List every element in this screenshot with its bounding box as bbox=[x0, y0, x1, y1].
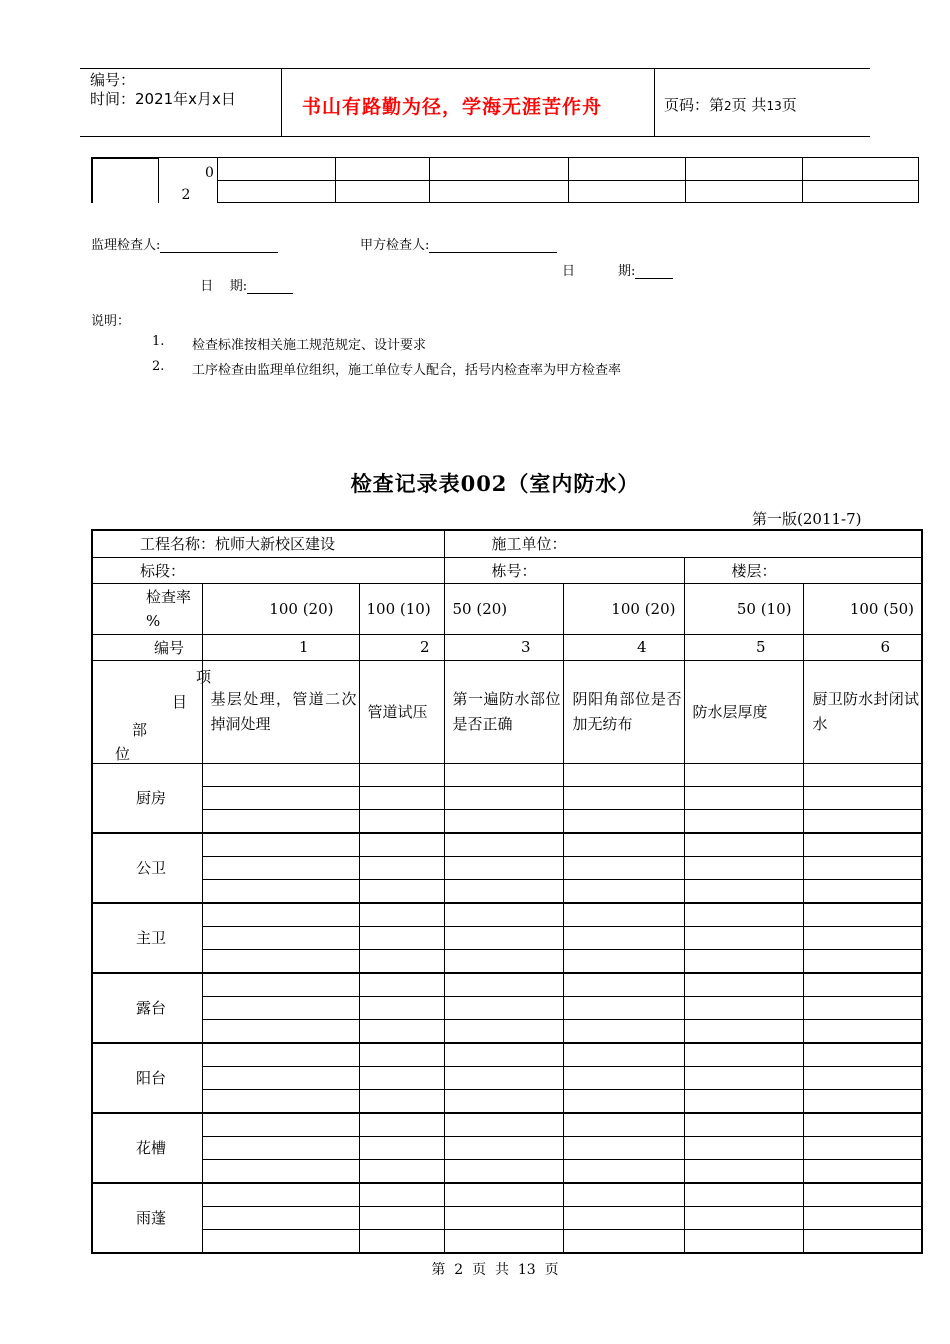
data-cell[interactable] bbox=[202, 1089, 359, 1113]
data-cell[interactable] bbox=[444, 833, 563, 857]
rate-value: 50 (10) bbox=[736, 599, 792, 618]
building-cell bbox=[444, 557, 684, 583]
data-cell[interactable] bbox=[684, 1159, 803, 1183]
location-row bbox=[92, 833, 922, 857]
supervisor-blank bbox=[160, 238, 278, 253]
location-label: 露台 bbox=[136, 999, 167, 1017]
location-row bbox=[92, 1183, 922, 1207]
top-table-cell bbox=[159, 158, 218, 181]
data-cell[interactable] bbox=[803, 926, 922, 949]
data-cell[interactable] bbox=[444, 879, 563, 903]
data-cell[interactable] bbox=[444, 809, 563, 833]
note-item-2 bbox=[152, 359, 622, 378]
location-row bbox=[92, 1136, 922, 1159]
location-cell bbox=[92, 1043, 202, 1113]
header-divider-2 bbox=[654, 68, 655, 136]
data-cell[interactable] bbox=[359, 926, 444, 949]
item-label: 基层处理，管道二次掉洞处理 bbox=[210, 689, 357, 733]
location-label: 阳台 bbox=[136, 1069, 167, 1087]
row-items bbox=[92, 660, 922, 763]
data-cell[interactable] bbox=[202, 996, 359, 1019]
top-table-cell bbox=[429, 158, 569, 181]
header-number-label: 编号： bbox=[90, 71, 136, 89]
top-table-cell bbox=[335, 181, 429, 203]
data-cell[interactable] bbox=[563, 786, 684, 809]
data-cell[interactable] bbox=[803, 1136, 922, 1159]
data-cell[interactable] bbox=[359, 1066, 444, 1089]
owner-signature bbox=[360, 234, 557, 253]
page-mid: 页 共 bbox=[731, 96, 767, 114]
data-cell[interactable] bbox=[359, 786, 444, 809]
number-value: 1 bbox=[298, 638, 309, 656]
data-cell[interactable] bbox=[202, 856, 359, 879]
rate-cell bbox=[684, 583, 803, 634]
data-cell[interactable] bbox=[563, 1183, 684, 1207]
location-row bbox=[92, 763, 922, 786]
rate-label-2: % bbox=[146, 611, 161, 630]
rate-cell bbox=[563, 583, 684, 634]
location-row bbox=[92, 996, 922, 1019]
data-cell[interactable] bbox=[202, 1206, 359, 1229]
data-cell[interactable] bbox=[563, 973, 684, 997]
top-digit-0: 0 bbox=[205, 164, 214, 181]
note-num: 2. bbox=[152, 359, 165, 374]
top-table-cell bbox=[686, 158, 803, 181]
top-table-cell bbox=[217, 181, 335, 203]
contractor-cell bbox=[444, 530, 922, 557]
data-cell[interactable] bbox=[359, 809, 444, 833]
data-cell[interactable] bbox=[444, 1229, 563, 1253]
rate-value: 100 (10) bbox=[366, 599, 431, 618]
top-partial-table bbox=[91, 157, 919, 203]
data-cell[interactable] bbox=[803, 879, 922, 903]
data-cell[interactable] bbox=[563, 926, 684, 949]
header-bottom-border bbox=[80, 136, 870, 137]
data-cell[interactable] bbox=[803, 996, 922, 1019]
location-row bbox=[92, 1159, 922, 1183]
owner-date-blank bbox=[635, 264, 673, 279]
number-value: 5 bbox=[755, 638, 766, 656]
location-cell bbox=[92, 903, 202, 973]
number-value: 4 bbox=[636, 638, 647, 656]
data-cell[interactable] bbox=[202, 1043, 359, 1067]
data-cell[interactable] bbox=[563, 809, 684, 833]
data-cell[interactable] bbox=[684, 786, 803, 809]
data-cell[interactable] bbox=[359, 879, 444, 903]
data-cell[interactable] bbox=[803, 1066, 922, 1089]
top-digit-2: 2 bbox=[181, 186, 191, 203]
inspection-table bbox=[91, 529, 923, 1254]
location-label: 公卫 bbox=[136, 859, 167, 877]
item-label: 厨卫防水封闭试水 bbox=[812, 689, 920, 733]
data-cell[interactable] bbox=[359, 1043, 444, 1067]
data-cell[interactable] bbox=[803, 1229, 922, 1253]
top-table-grid bbox=[158, 157, 919, 203]
data-cell[interactable] bbox=[202, 973, 359, 997]
data-cell[interactable] bbox=[359, 1113, 444, 1137]
data-cell[interactable] bbox=[359, 1183, 444, 1207]
location-cell bbox=[92, 1113, 202, 1183]
number-cell bbox=[803, 634, 922, 660]
owner-label: 甲方检查人: bbox=[360, 238, 430, 253]
data-cell[interactable] bbox=[359, 1089, 444, 1113]
row-rate bbox=[92, 583, 922, 634]
row-project bbox=[92, 530, 922, 557]
location-row bbox=[92, 879, 922, 903]
data-cell[interactable] bbox=[202, 903, 359, 927]
data-cell[interactable] bbox=[684, 1089, 803, 1113]
data-cell[interactable] bbox=[563, 856, 684, 879]
section-label: 标段： bbox=[140, 561, 186, 580]
note-text: 检查标准按相关施工规范规定、设计要求 bbox=[192, 338, 427, 353]
data-cell[interactable] bbox=[202, 1019, 359, 1043]
rate-cell bbox=[359, 583, 444, 634]
data-cell[interactable] bbox=[444, 1066, 563, 1089]
data-cell[interactable] bbox=[684, 1066, 803, 1089]
supervisor-signature bbox=[91, 234, 278, 253]
data-cell[interactable] bbox=[684, 949, 803, 973]
data-cell[interactable] bbox=[563, 1113, 684, 1137]
supervisor-label: 监理检查人: bbox=[91, 238, 161, 253]
rate-label-1: 检查率 bbox=[146, 587, 192, 606]
top-table-left-thick bbox=[91, 157, 93, 203]
top-table-cell bbox=[686, 181, 803, 203]
location-label: 主卫 bbox=[136, 929, 167, 947]
form-title: 检查记录表002（室内防水） bbox=[350, 471, 640, 496]
rate-value: 100 (20) bbox=[269, 599, 334, 618]
data-cell[interactable] bbox=[803, 809, 922, 833]
data-cell[interactable] bbox=[684, 903, 803, 927]
data-cell[interactable] bbox=[359, 833, 444, 857]
data-cell[interactable] bbox=[359, 1019, 444, 1043]
data-cell[interactable] bbox=[202, 879, 359, 903]
data-cell[interactable] bbox=[684, 1183, 803, 1207]
location-row bbox=[92, 926, 922, 949]
supervisor-date-blank bbox=[247, 279, 293, 294]
number-cell bbox=[202, 634, 359, 660]
location-row bbox=[92, 973, 922, 997]
section-cell bbox=[92, 557, 444, 583]
header-page-info bbox=[664, 94, 797, 115]
data-cell[interactable] bbox=[444, 903, 563, 927]
project-cell bbox=[92, 530, 444, 557]
data-cell[interactable] bbox=[359, 856, 444, 879]
data-cell[interactable] bbox=[444, 1019, 563, 1043]
data-cell[interactable] bbox=[563, 879, 684, 903]
data-cell[interactable] bbox=[202, 1183, 359, 1207]
data-cell[interactable] bbox=[359, 1206, 444, 1229]
location-row bbox=[92, 1066, 922, 1089]
header-top-border bbox=[80, 68, 870, 69]
data-cell[interactable] bbox=[563, 1206, 684, 1229]
location-label: 厨房 bbox=[136, 789, 167, 807]
data-cell[interactable] bbox=[803, 833, 922, 857]
top-table-cell bbox=[569, 158, 686, 181]
owner-date-label: 期: bbox=[618, 264, 636, 279]
item-header bbox=[684, 660, 803, 763]
data-cell[interactable] bbox=[563, 903, 684, 927]
data-cell[interactable] bbox=[684, 973, 803, 997]
page-footer: 第 2 页 共 13 页 bbox=[431, 1262, 559, 1278]
location-row bbox=[92, 809, 922, 833]
data-cell[interactable] bbox=[359, 973, 444, 997]
data-cell[interactable] bbox=[444, 763, 563, 786]
rate-cell bbox=[803, 583, 922, 634]
page-prefix: 页码：第 bbox=[664, 96, 725, 114]
item-label: 管道试压 bbox=[367, 703, 428, 721]
data-cell[interactable] bbox=[202, 1159, 359, 1183]
data-cell[interactable] bbox=[684, 809, 803, 833]
data-cell[interactable] bbox=[803, 1206, 922, 1229]
data-cell[interactable] bbox=[563, 1089, 684, 1113]
data-cell[interactable] bbox=[563, 763, 684, 786]
data-cell[interactable] bbox=[803, 763, 922, 786]
data-cell[interactable] bbox=[444, 786, 563, 809]
owner-date-a: 日 bbox=[562, 264, 576, 279]
data-cell[interactable] bbox=[684, 1043, 803, 1067]
top-table-cell bbox=[335, 158, 429, 181]
data-cell[interactable] bbox=[563, 949, 684, 973]
data-cell[interactable] bbox=[563, 1019, 684, 1043]
number-value: 2 bbox=[419, 638, 430, 656]
location-row bbox=[92, 786, 922, 809]
row-section bbox=[92, 557, 922, 583]
data-cell[interactable] bbox=[202, 926, 359, 949]
data-cell[interactable] bbox=[359, 1136, 444, 1159]
data-cell[interactable] bbox=[803, 1159, 922, 1183]
supervisor-date-label: 日 期: bbox=[200, 279, 248, 294]
data-cell[interactable] bbox=[359, 1229, 444, 1253]
data-cell[interactable] bbox=[202, 1136, 359, 1159]
data-cell[interactable] bbox=[202, 1066, 359, 1089]
location-cell bbox=[92, 1183, 202, 1253]
data-cell[interactable] bbox=[359, 949, 444, 973]
location-cell bbox=[92, 973, 202, 1043]
data-cell[interactable] bbox=[444, 1206, 563, 1229]
top-table-cell bbox=[217, 158, 335, 181]
data-cell[interactable] bbox=[202, 1113, 359, 1137]
location-cell bbox=[92, 833, 202, 903]
rate-value: 100 (50) bbox=[849, 599, 915, 618]
header-time-label: 时间：2021年x月x日 bbox=[90, 90, 236, 108]
data-cell[interactable] bbox=[202, 809, 359, 833]
top-table-cell bbox=[803, 181, 919, 203]
data-cell[interactable] bbox=[803, 1043, 922, 1067]
data-cell[interactable] bbox=[444, 949, 563, 973]
floor-cell bbox=[684, 557, 922, 583]
item-label: 阴阳角部位是否加无纺布 bbox=[572, 689, 682, 733]
project-label: 工程名称：杭师大新校区建设 bbox=[140, 535, 336, 554]
data-cell[interactable] bbox=[444, 1159, 563, 1183]
owner-date bbox=[618, 260, 673, 279]
item-header bbox=[803, 660, 922, 763]
location-row bbox=[92, 903, 922, 927]
data-cell[interactable] bbox=[359, 903, 444, 927]
data-cell[interactable] bbox=[563, 1229, 684, 1253]
data-cell[interactable] bbox=[803, 949, 922, 973]
corner-mu: 目 bbox=[172, 692, 188, 711]
floor-label: 楼层： bbox=[731, 561, 777, 580]
data-cell[interactable] bbox=[684, 926, 803, 949]
data-cell[interactable] bbox=[684, 856, 803, 879]
data-cell[interactable] bbox=[202, 763, 359, 786]
location-label: 花槽 bbox=[136, 1139, 167, 1157]
corner-cell bbox=[92, 660, 212, 763]
location-row bbox=[92, 1089, 922, 1113]
data-cell[interactable] bbox=[803, 1113, 922, 1137]
page-num: 2 bbox=[724, 99, 732, 113]
location-row bbox=[92, 1043, 922, 1067]
number-cell bbox=[444, 634, 563, 660]
top-table-cell bbox=[803, 158, 919, 181]
header-divider-1 bbox=[281, 68, 282, 136]
corner-wei: 位 bbox=[115, 744, 131, 763]
data-cell[interactable] bbox=[563, 833, 684, 857]
data-cell[interactable] bbox=[359, 763, 444, 786]
data-cell[interactable] bbox=[444, 1183, 563, 1207]
note-item-1 bbox=[152, 334, 427, 353]
data-cell[interactable] bbox=[444, 1136, 563, 1159]
location-label: 雨蓬 bbox=[136, 1209, 167, 1227]
data-cell[interactable] bbox=[444, 926, 563, 949]
form-version: 第一版(2011-7) bbox=[752, 510, 862, 528]
supervisor-date bbox=[192, 260, 293, 294]
data-cell[interactable] bbox=[444, 1043, 563, 1067]
data-cell[interactable] bbox=[359, 996, 444, 1019]
location-row bbox=[92, 1113, 922, 1137]
item-header bbox=[202, 660, 359, 763]
location-row bbox=[92, 949, 922, 973]
number-cell bbox=[684, 634, 803, 660]
page-suffix: 页 bbox=[781, 96, 797, 114]
corner-xiang: 项 bbox=[196, 667, 212, 686]
data-cell[interactable] bbox=[684, 833, 803, 857]
top-table-cell bbox=[569, 181, 686, 203]
data-cell[interactable] bbox=[803, 1019, 922, 1043]
number-value: 3 bbox=[520, 638, 531, 656]
data-cell[interactable] bbox=[563, 1159, 684, 1183]
location-row bbox=[92, 1229, 922, 1253]
data-cell[interactable] bbox=[803, 786, 922, 809]
rate-value: 50 (20) bbox=[452, 599, 508, 618]
data-cell[interactable] bbox=[684, 1113, 803, 1137]
rate-cell bbox=[444, 583, 563, 634]
data-cell[interactable] bbox=[684, 1206, 803, 1229]
data-cell[interactable] bbox=[803, 1183, 922, 1207]
data-cell[interactable] bbox=[803, 903, 922, 927]
number-cell bbox=[563, 634, 684, 660]
location-row bbox=[92, 1019, 922, 1043]
number-cell bbox=[359, 634, 444, 660]
data-cell[interactable] bbox=[684, 1019, 803, 1043]
data-cell[interactable] bbox=[684, 1136, 803, 1159]
data-cell[interactable] bbox=[202, 1229, 359, 1253]
data-cell[interactable] bbox=[803, 856, 922, 879]
note-text: 工序检查由监理单位组织，施工单位专人配合，括号内检查率为甲方检查率 bbox=[192, 363, 622, 378]
number-value: 6 bbox=[880, 638, 891, 656]
building-label: 栋号： bbox=[491, 561, 537, 580]
top-table-cell bbox=[159, 181, 218, 203]
page-total: 13 bbox=[766, 99, 782, 113]
note-num: 1. bbox=[152, 334, 165, 349]
item-header bbox=[359, 660, 444, 763]
data-cell[interactable] bbox=[684, 996, 803, 1019]
data-cell[interactable] bbox=[563, 1066, 684, 1089]
location-row bbox=[92, 856, 922, 879]
data-cell[interactable] bbox=[563, 996, 684, 1019]
item-label: 防水层厚度 bbox=[692, 703, 768, 721]
data-cell[interactable] bbox=[444, 973, 563, 997]
number-label: 编号 bbox=[154, 638, 185, 657]
data-cell[interactable] bbox=[803, 1089, 922, 1113]
row-number bbox=[92, 634, 922, 660]
rate-value: 100 (20) bbox=[611, 599, 676, 618]
data-cell[interactable] bbox=[202, 786, 359, 809]
data-cell[interactable] bbox=[359, 1159, 444, 1183]
header-motto: 书山有路勤为径，学海无涯苦作舟 bbox=[302, 96, 603, 118]
top-table-cell bbox=[429, 181, 569, 203]
item-header bbox=[444, 660, 563, 763]
data-cell[interactable] bbox=[684, 1229, 803, 1253]
data-cell[interactable] bbox=[444, 1113, 563, 1137]
rate-label-cell bbox=[92, 583, 202, 634]
top-table-top-border bbox=[91, 157, 159, 159]
item-header bbox=[563, 660, 684, 763]
data-cell[interactable] bbox=[803, 973, 922, 997]
data-cell[interactable] bbox=[563, 1043, 684, 1067]
location-cell bbox=[92, 763, 202, 833]
data-cell[interactable] bbox=[684, 763, 803, 786]
corner-bu: 部 bbox=[132, 720, 148, 739]
item-label: 第一遍防水部位是否正确 bbox=[452, 689, 561, 733]
data-cell[interactable] bbox=[444, 996, 563, 1019]
number-label-cell bbox=[92, 634, 202, 660]
data-cell[interactable] bbox=[444, 856, 563, 879]
data-cell[interactable] bbox=[202, 833, 359, 857]
contractor-label: 施工单位： bbox=[491, 535, 567, 554]
location-row bbox=[92, 1206, 922, 1229]
owner-blank bbox=[429, 238, 557, 253]
data-cell[interactable] bbox=[684, 879, 803, 903]
data-cell[interactable] bbox=[202, 949, 359, 973]
data-cell[interactable] bbox=[563, 1136, 684, 1159]
data-cell[interactable] bbox=[444, 1089, 563, 1113]
rate-cell bbox=[202, 583, 359, 634]
notes-heading: 说明： bbox=[91, 314, 131, 329]
